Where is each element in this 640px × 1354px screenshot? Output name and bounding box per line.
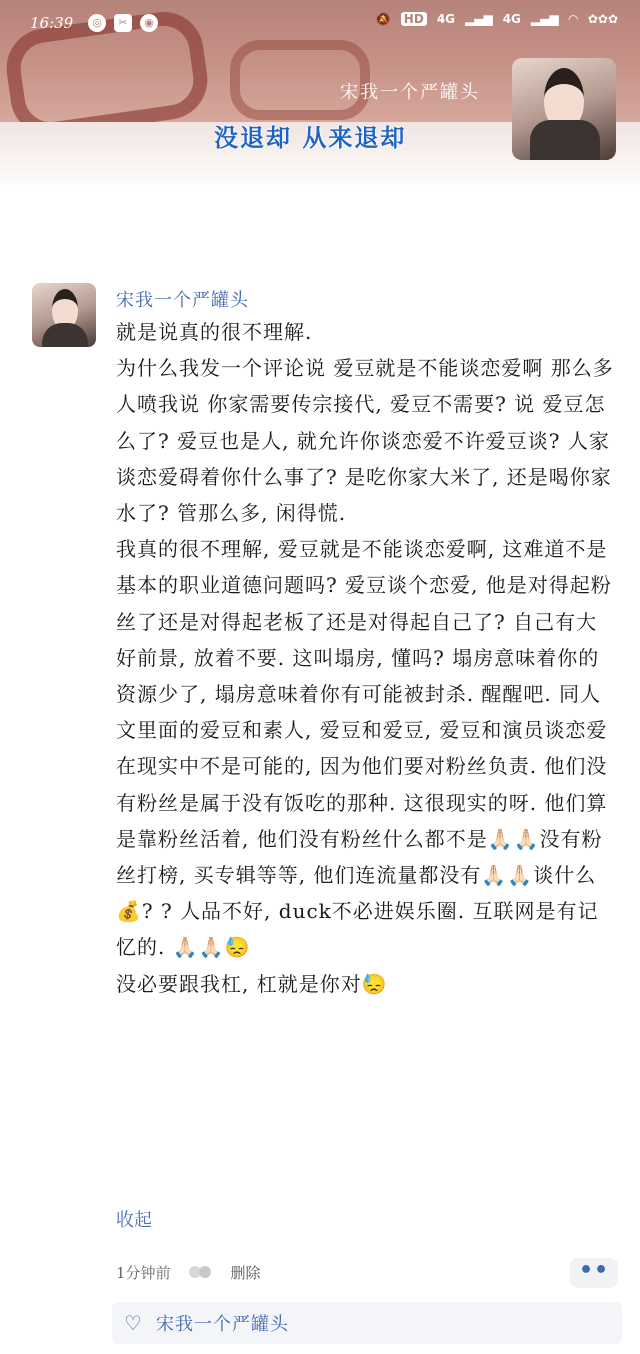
liked-users-icon[interactable] (187, 1264, 215, 1282)
status-icons (376, 12, 618, 26)
collapse-button[interactable]: 收起 (116, 1210, 152, 1231)
page-title: 宋我一个严罐头 (340, 82, 480, 103)
reply-bar[interactable] (112, 1302, 622, 1344)
status-bar (0, 0, 640, 46)
mute-icon: 🔕 (375, 12, 391, 26)
signal-4g-label: 4G (502, 12, 521, 26)
more-options-button[interactable]: •• (570, 1258, 618, 1288)
header-avatar[interactable] (512, 58, 616, 160)
banner-slogan: 没退却 从来退却 (214, 123, 407, 152)
comment-paragraph: 就是说真的很不理解. (116, 320, 313, 344)
reply-author-name: 宋我一个严罐头 (156, 1314, 289, 1335)
delete-button[interactable]: 删除 (230, 1264, 261, 1282)
comment-author-avatar[interactable] (32, 283, 96, 347)
signal-icon: ▂▄▆ (530, 12, 559, 26)
flower-icon: ✿✿✿ (587, 12, 618, 26)
comment-author-name[interactable]: 宋我一个严罐头 (116, 290, 249, 311)
clock: 16:39 (30, 14, 74, 32)
comment-meta (116, 1262, 261, 1283)
wifi-icon: ◠ (568, 12, 578, 26)
comment-timestamp: 1分钟前 (116, 1264, 171, 1282)
comment-paragraph: 我真的很不理解, 爱豆就是不能谈恋爱啊, 这难道不是基本的职业道德问题吗? 爱豆谈个恋爱, 他是对得起粉丝了还是对得起老板了还是对得起自己了? 自己有大好前景, 放着不要. 这叫塌房, 懂吗? 塌房意味着你的资源少了, 塌房意味着你有可能被封杀. 醒醒吧. 同人文里面的爱豆和素人, 爱豆和爱豆, 爱豆和演员谈恋爱在现实中不是可能的, 因为他们要对粉丝负责. 他们没有粉丝是属于没有饭吃的那种. 这很现实的呀. 他们算是靠粉丝活着, 他们没有粉丝什么都不是🙏🏻🙏🏻没有粉丝打榜, 买专辑等等, 他们连流量都没有🙏🏻🙏🏻谈什么💰? ? 人品不好, duck不必进娱乐圈. 互联网是有记忆的. 🙏🏻🙏🏻😓 (116, 537, 612, 960)
comment-text (116, 314, 614, 1002)
weibo-icon: ◉ (140, 14, 158, 32)
hd-badge: HD (401, 12, 427, 26)
app-notification-icon: ✂ (114, 14, 132, 32)
signal-4g-label: 4G (436, 12, 456, 26)
app-notification-icon: ◎ (88, 14, 106, 32)
heart-icon[interactable]: ♡ (124, 1311, 142, 1335)
comment-paragraph: 为什么我发一个评论说 爱豆就是不能谈恋爱啊 那么多人喷我说 你家需要传宗接代, 爱豆不需要? 说 爱豆怎么了? 爱豆也是人, 就允许你谈恋爱不许爱豆谈? 人家谈恋爱碍着你什么事了? 是吃你家大米了, 还是喝你家水了? 管那么多, 闲得慌. (116, 356, 614, 526)
comment-paragraph: 没必要跟我杠, 杠就是你对😓 (116, 971, 388, 996)
signal-icon: ▂▄▆ (465, 12, 493, 26)
